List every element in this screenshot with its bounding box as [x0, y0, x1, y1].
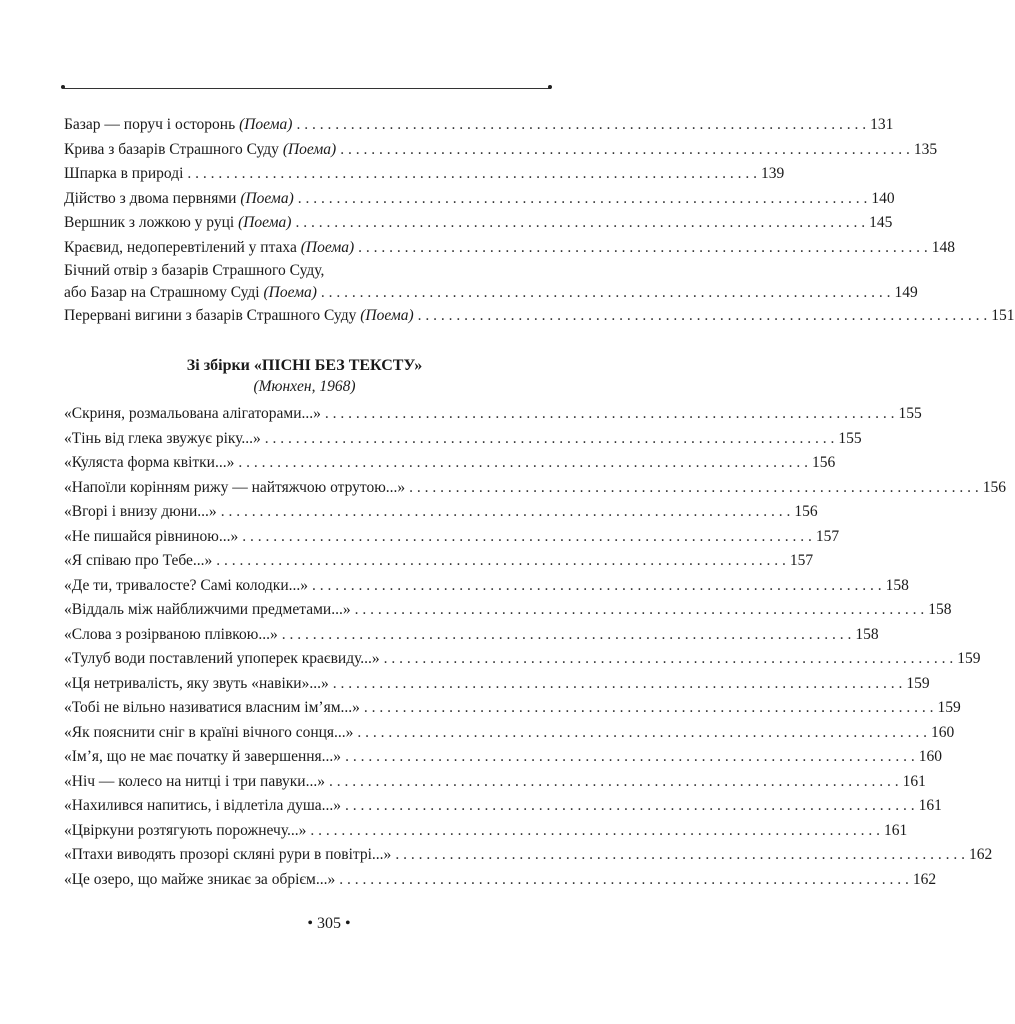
toc-entry-title: «Скриня, розмальована алігаторами...» [64, 405, 321, 422]
toc-entry-title: «Ця нетривалість, яку звуть «навіки»...» [64, 674, 329, 692]
toc-entry-page: 162 [912, 870, 937, 888]
dot-leader [265, 427, 835, 452]
toc-entry-title: «Тулуб води поставлений упоперек краєвиду...» [64, 650, 380, 667]
toc-entry-genre: (Поема) [360, 307, 414, 324]
dot-leader [216, 549, 786, 574]
toc-entry-title: «Не пишайся рівниною...» [64, 527, 239, 545]
dot-leader [355, 598, 925, 623]
dot-leader [242, 525, 812, 550]
toc-entry-title: Дійство з двома первнями [64, 189, 241, 207]
toc-entry [64, 162, 785, 187]
toc-entry-page: 145 [869, 214, 893, 231]
toc-entry [64, 647, 981, 672]
dot-leader [310, 819, 880, 844]
dot-leader [409, 476, 979, 501]
toc-lower [64, 402, 1007, 892]
toc-entry [64, 304, 1015, 329]
toc-entry [64, 794, 942, 819]
toc-entry [64, 745, 942, 770]
toc-entry-page: 139 [761, 165, 785, 182]
toc-entry [64, 549, 814, 574]
toc-entry-page: 161 [918, 797, 942, 814]
toc-entry-page: 161 [884, 821, 908, 839]
toc-entry-title: Шпарка в природі [64, 165, 184, 182]
toc-entry [64, 525, 840, 550]
toc-entry-page: 161 [902, 772, 926, 790]
dot-leader [321, 282, 891, 304]
toc-entry-page: 160 [918, 748, 942, 765]
toc-entry-genre: (Поема) [282, 140, 337, 158]
dot-leader [357, 721, 927, 746]
toc-entry-title: «Тінь від глека звужує ріку...» [64, 429, 261, 447]
toc-entry-title: «Напоїли корінням рижу — найтяжчою отрутою...» [64, 478, 406, 496]
toc-entry-page: 135 [913, 140, 938, 158]
toc-entry [64, 402, 922, 427]
toc-entry-genre: (Поема) [263, 284, 317, 301]
toc-entry [64, 696, 961, 721]
toc-entry-page: 155 [838, 429, 862, 447]
toc-entry-title: «Ніч — колесо на нитці і три павуки...» [64, 772, 325, 790]
toc-entry-page: 162 [968, 846, 993, 863]
dot-leader [312, 574, 882, 599]
toc-entry-title: Краєвид, недоперевтілений у птаха [64, 238, 301, 256]
dot-leader [333, 672, 903, 697]
toc-entry [64, 598, 952, 623]
dot-leader [364, 696, 934, 721]
toc-entry-page: 149 [894, 284, 918, 301]
dot-leader [296, 113, 866, 138]
toc-entry [64, 113, 894, 138]
toc-entry-title: «Вгорі і внизу дюни...» [64, 503, 217, 520]
dot-leader [187, 162, 757, 187]
toc-entry-title: «Це озеро, що майже зникає за обрієм...» [64, 870, 336, 888]
dot-leader [345, 794, 915, 819]
toc-entry-page: 158 [885, 576, 909, 594]
toc-upper [64, 113, 1015, 329]
toc-entry-genre: (Поема) [238, 214, 292, 231]
toc-entry-title-line1: Бічний отвір з базарів Страшного Суду, [64, 262, 325, 279]
toc-entry [64, 574, 909, 599]
toc-entry [64, 427, 862, 452]
toc-entry-title: «Як пояснити сніг в країні вічного сонця...» [64, 723, 354, 741]
toc-entry-genre: (Поема) [240, 189, 294, 207]
toc-entry-page: 157 [815, 527, 840, 545]
toc-entry-title: «Цвіркуни розтягують порожнечу...» [64, 821, 307, 839]
toc-entry-page: 155 [898, 405, 922, 422]
toc-entry-page: 158 [928, 601, 952, 618]
dot-leader [418, 304, 988, 329]
toc-entry-title: Перервані вигини з базарів Страшного Суду [64, 307, 361, 324]
toc-entry-page: 159 [957, 650, 981, 667]
dot-leader [221, 500, 791, 525]
toc-entry-title: «Нахилився напитись, і відлетіла душа...» [64, 797, 342, 814]
dot-leader [295, 211, 865, 236]
toc-entry-genre: (Поема) [300, 238, 355, 256]
toc-entry-page: 159 [937, 699, 961, 716]
toc-entry [64, 819, 908, 844]
toc-entry [64, 623, 879, 648]
toc-entry-title: «Ім’я, що не має початку й завершення...» [64, 748, 342, 765]
toc-entry-page: 156 [794, 503, 818, 520]
dot-leader [340, 138, 910, 163]
toc-entry-title: Вершник з ложкою у руці [64, 214, 239, 231]
toc-entry-title: «Птахи виводять прозорі скляні рури в повітрі...» [64, 846, 392, 863]
toc-entry-page: 160 [931, 723, 955, 741]
toc-entry-title: Крива з базарів Страшного Суду [64, 140, 283, 158]
section-title: Зі збірки «ПІСНІ БЕЗ ТЕКСТУ» [186, 357, 423, 374]
toc-entry-page: 156 [811, 454, 836, 471]
header-rule-right-dot [548, 85, 552, 89]
toc-entry [64, 843, 993, 868]
toc-entry-page: 158 [855, 625, 879, 643]
toc-entry-page: 157 [789, 552, 814, 569]
toc-entry-title: «Куляста форма квітки...» [64, 454, 235, 471]
dot-leader [238, 451, 808, 476]
toc-entry [64, 770, 926, 795]
toc-entry [64, 211, 893, 236]
toc-entry-title: «Віддаль між найближчими предметами...» [64, 601, 351, 618]
dot-leader [329, 770, 899, 795]
toc-entry [64, 138, 938, 163]
toc-entry [64, 672, 930, 697]
header-rule [64, 88, 551, 89]
toc-entry-genre: (Поема) [239, 116, 293, 133]
toc-entry-page: 148 [931, 238, 956, 256]
dot-leader [384, 647, 954, 672]
toc-entry [64, 236, 956, 261]
page-number: • 305 • [307, 915, 351, 932]
toc-entry [64, 500, 818, 525]
dot-leader [345, 745, 915, 770]
dot-leader [358, 236, 928, 261]
toc-entry [64, 868, 937, 893]
dot-leader [395, 843, 965, 868]
toc-entry-title: «Слова з розірваною плівкою...» [64, 625, 278, 643]
toc-entry-title: Базар — поруч і осторонь [64, 116, 240, 133]
dot-leader [339, 868, 909, 893]
toc-entry-page: 131 [870, 116, 894, 133]
toc-entry-page: 159 [906, 674, 930, 692]
toc-entry-two-line [64, 260, 918, 304]
toc-entry-page: 151 [991, 307, 1015, 324]
toc-entry-title: «Де ти, тривалосте? Самі колодки...» [64, 576, 309, 594]
toc-entry-title: «Тобі не вільно називатися власним ім’ям...» [64, 699, 360, 716]
toc-entry-title-line2: або Базар на Страшному Суді [64, 284, 264, 301]
dot-leader [325, 402, 895, 427]
dot-leader [282, 623, 852, 648]
toc-entry-page: 140 [871, 189, 895, 207]
toc-entry [64, 721, 955, 746]
toc-entry-page: 156 [982, 478, 1007, 496]
section-heading [64, 355, 545, 397]
toc-entry [64, 187, 895, 212]
toc-entry [64, 476, 1007, 501]
toc-entry [64, 451, 836, 476]
toc-entry-title: «Я співаю про Тебе...» [64, 552, 213, 569]
dot-leader [298, 187, 868, 212]
section-subtitle: (Мюнхен, 1968) [253, 378, 356, 395]
